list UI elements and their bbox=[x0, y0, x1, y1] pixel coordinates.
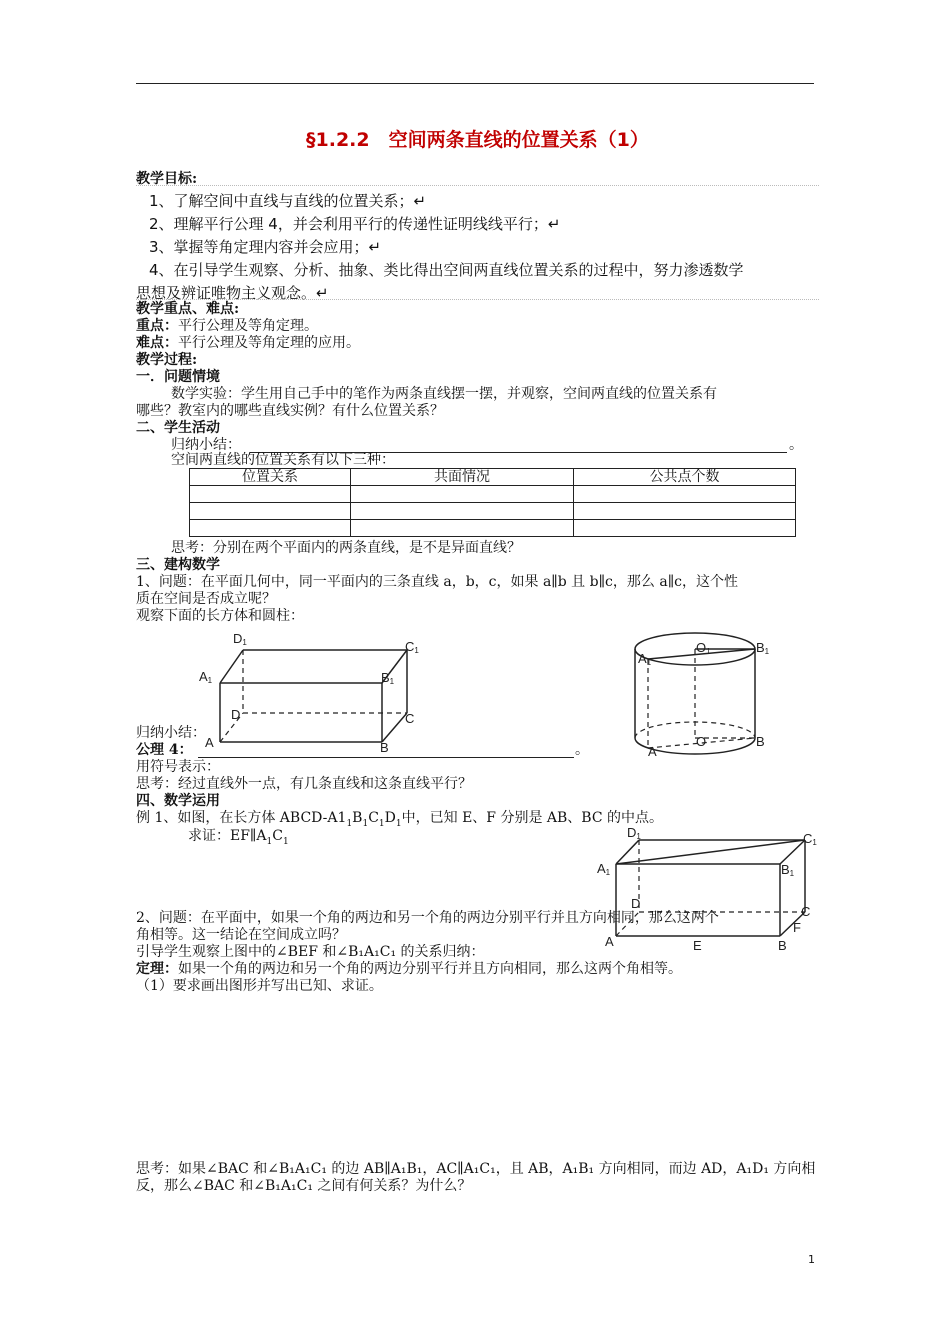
objectives-rule-top bbox=[136, 185, 819, 186]
page-title: §1.2.2 空间两条直线的位置关系（1） bbox=[306, 129, 649, 151]
objective-item-1: 1、了解空间中直线与直线的位置关系；↵ bbox=[149, 192, 427, 210]
section3-question-line1: 1、问题：在平面几何中，同一平面内的三条直线 a，b，c，如果 a∥b 且 b∥c，那么 a∥c，这个性 bbox=[136, 574, 739, 590]
example1-line: 例 1、如图，在长方体 ABCD-$A1_1B_1C_1D_1$中，已知 E、F 分别是 AB、BC 的中点。 bbox=[136, 810, 664, 829]
cylinder-figure bbox=[628, 626, 788, 766]
summary-end: 。 bbox=[789, 437, 803, 453]
label-ex-D1: D1 bbox=[627, 826, 641, 841]
label-ex-D: D bbox=[631, 896, 641, 911]
label-ex-E: E bbox=[693, 938, 702, 953]
difficult-point-line bbox=[136, 335, 360, 351]
label-ex-A: A bbox=[605, 934, 614, 949]
symbol-label: 用符号表示： bbox=[136, 759, 220, 775]
keypoints-heading: 教学重点、难点: bbox=[136, 301, 240, 317]
question2-line2: 角相等。这一结论在空间成立吗？ bbox=[136, 927, 346, 943]
prove-line: 求证：$EF\parallel A_1C_1$ bbox=[188, 828, 289, 847]
table-row bbox=[190, 520, 796, 537]
objective-item-3: 3、掌握等角定理内容并会应用；↵ bbox=[149, 238, 382, 256]
key-text: 平行公理及等角定理。 bbox=[178, 318, 318, 334]
label-ex-B: B bbox=[778, 938, 787, 953]
section3-observe: 观察下面的长方体和圆柱： bbox=[136, 608, 304, 624]
relations-intro: 空间两直线的位置关系有以下三种： bbox=[171, 452, 395, 468]
section2-heading: 二、学生活动 bbox=[136, 420, 220, 436]
key-point-line bbox=[136, 318, 318, 334]
table-row bbox=[190, 486, 796, 503]
objective-item-4: 4、在引导学生观察、分析、抽象、类比得出空间两直线位置关系的过程中，努力渗透数学 bbox=[149, 261, 744, 279]
label-A1: A1 bbox=[199, 669, 213, 685]
difficult-text: 平行公理及等角定理的应用。 bbox=[178, 335, 360, 351]
axiom-end: 。 bbox=[575, 742, 589, 758]
label-B: B bbox=[380, 740, 389, 755]
label-C1: C1 bbox=[405, 639, 419, 655]
table-header-row bbox=[190, 469, 796, 486]
theorem-text: 如果一个角的两边和另一个角的两边分别平行并且方向相同，那么这两个角相等。 bbox=[178, 961, 682, 977]
relations-table bbox=[189, 468, 796, 537]
label-cyl-O: O bbox=[696, 734, 707, 749]
prove-text: 求证：EF∥A bbox=[188, 828, 267, 844]
objectives-rule-bottom bbox=[136, 299, 819, 300]
table-header-common-points: 公共点个数 bbox=[574, 469, 796, 486]
axiom-label: 公理 4： bbox=[136, 742, 193, 758]
table-row bbox=[190, 503, 796, 520]
label-ex-C1: C1 bbox=[803, 831, 817, 847]
label-B1: B1 bbox=[381, 670, 395, 686]
label-D1: D1 bbox=[233, 631, 247, 647]
label-cyl-O1: O1 bbox=[696, 640, 711, 656]
label-ex-F: F bbox=[793, 920, 801, 935]
requirement-line: （1）要求画出图形并写出已知、求证。 bbox=[136, 978, 383, 994]
header-rule bbox=[136, 83, 814, 84]
label-ex-B1: B1 bbox=[781, 862, 795, 878]
axiom-blank bbox=[198, 757, 574, 758]
section3-think: 思考：经过直线外一点，有几条直线和这条直线平行？ bbox=[136, 776, 472, 792]
label-C: C bbox=[405, 711, 415, 726]
key-label: 重点： bbox=[136, 318, 178, 334]
objective-item-5: 思想及辨证唯物主义观念。↵ bbox=[136, 284, 329, 302]
example-figure bbox=[595, 826, 820, 956]
theorem-line bbox=[136, 961, 682, 977]
label-cyl-B1: B1 bbox=[756, 640, 770, 656]
section1-line2: 哪些？教室内的哪些直线实例？有什么位置关系？ bbox=[136, 403, 444, 419]
section1-line1: 数学实验：学生用自己手中的笔作为两条直线摆一摆，并观察，空间两直线的位置关系有 bbox=[171, 386, 717, 402]
section1-heading: 一．问题情境 bbox=[136, 369, 220, 385]
label-cyl-B: B bbox=[756, 734, 765, 749]
final-think-line1: 思考：如果∠BAC 和∠B₁A₁C₁ 的边 AB∥A₁B₁，AC∥A₁C₁，且 AB，A₁B₁ 方向相同，而边 AD，A₁D₁ 方向相 bbox=[136, 1161, 816, 1177]
theorem-label: 定理： bbox=[136, 961, 178, 977]
example1-pre: 例 1、如图，在长方体 ABCD-A bbox=[136, 810, 338, 826]
page-number: 1 bbox=[808, 1253, 815, 1266]
label-A: A bbox=[205, 735, 214, 750]
label-cyl-A1: A1 bbox=[638, 651, 652, 667]
section2-think: 思考：分别在两个平面内的两条直线，是不是异面直线？ bbox=[171, 540, 521, 556]
question2-line1: 2、问题：在平面中，如果一个角的两边和另一个角的两边分别平行并且方向相同，那么这两个 bbox=[136, 910, 719, 926]
section3-summary: 归纳小结： bbox=[136, 725, 206, 741]
section3-heading: 三、建构数学 bbox=[136, 557, 220, 573]
section3-question-line2: 质在空间是否成立呢？ bbox=[136, 591, 276, 607]
objectives-heading: 教学目标: bbox=[136, 171, 198, 187]
table-header-coplanar: 共面情况 bbox=[351, 469, 574, 486]
cuboid-figure bbox=[195, 628, 425, 758]
difficult-label: 难点： bbox=[136, 335, 178, 351]
label-cyl-A: A bbox=[648, 744, 657, 759]
example1-mid: 中，已知 E、F 分别是 AB、BC 的中点。 bbox=[401, 810, 664, 826]
objective-item-2: 2、理解平行公理 4，并会利用平行的传递性证明线线平行；↵ bbox=[149, 215, 561, 233]
label-ex-A1: A1 bbox=[597, 861, 611, 877]
summary-label: 归纳小结： bbox=[171, 437, 241, 453]
label-ex-C: C bbox=[801, 904, 811, 919]
label-D: D bbox=[231, 707, 241, 722]
section4-heading: 四、数学运用 bbox=[136, 793, 220, 809]
guide-line: 引导学生观察上图中的∠BEF 和∠B₁A₁C₁ 的关系归纳： bbox=[136, 944, 485, 960]
table-header-relation: 位置关系 bbox=[190, 469, 351, 486]
process-heading: 教学过程: bbox=[136, 352, 198, 368]
final-think-line2: 反，那么∠BAC 和∠B₁A₁C₁ 之间有何关系？为什么？ bbox=[136, 1178, 472, 1194]
